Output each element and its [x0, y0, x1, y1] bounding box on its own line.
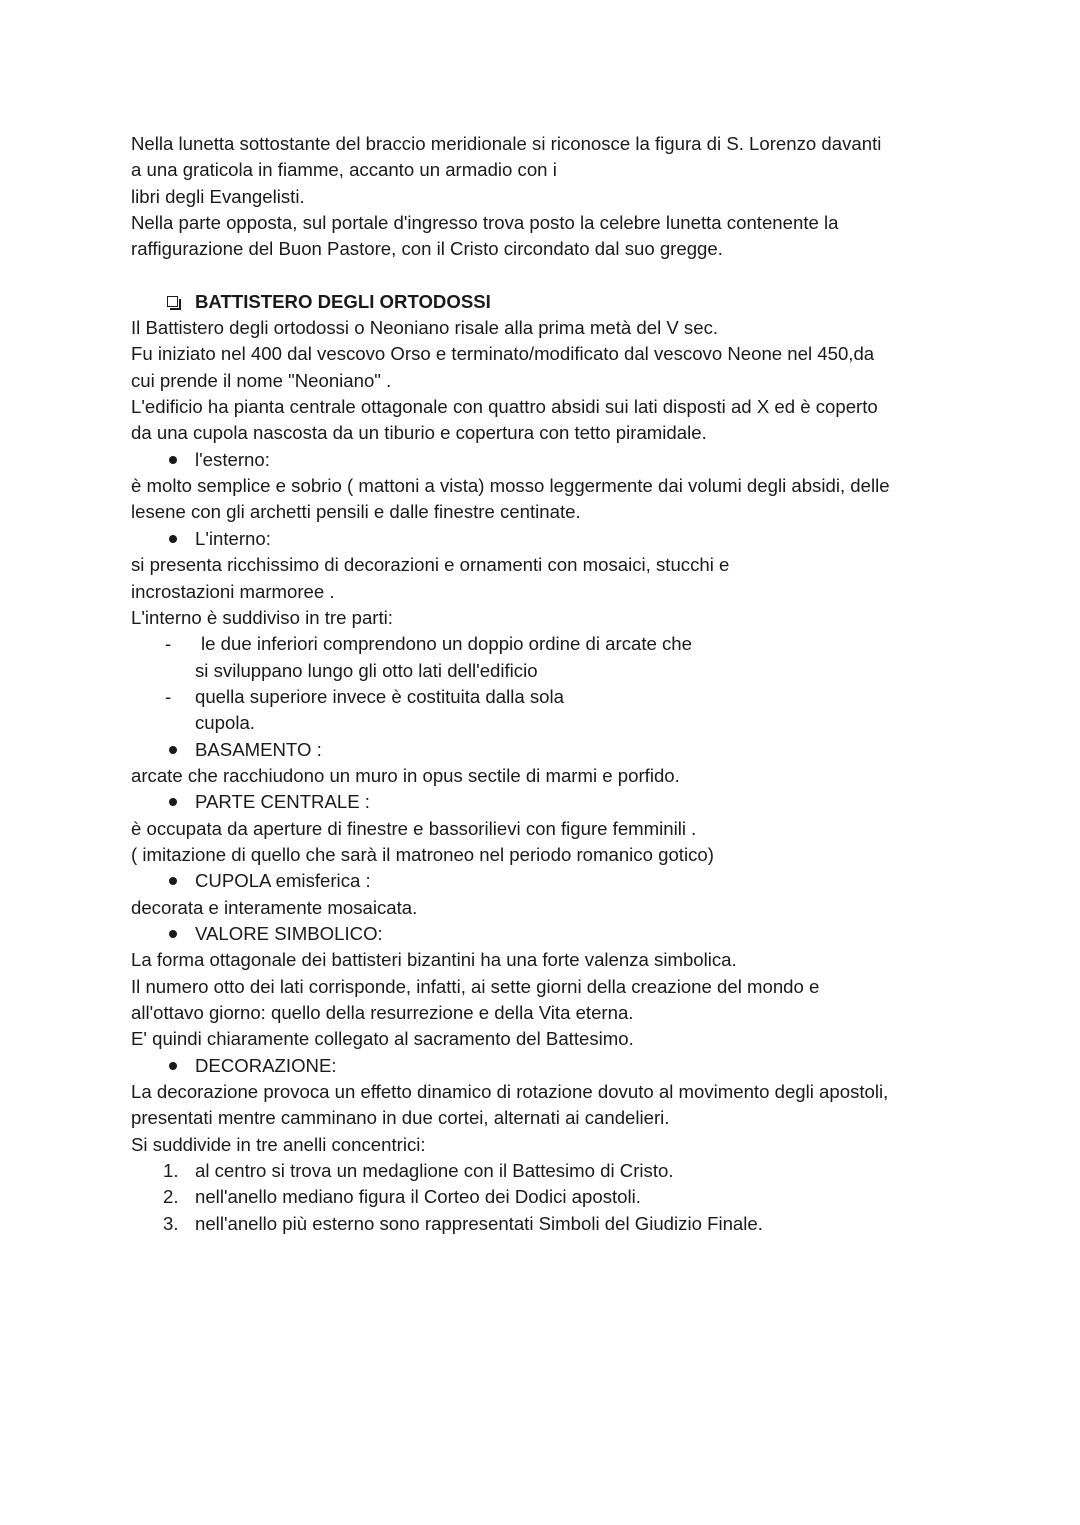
paragraph-line: cui prende il nome "Neoniano" . — [131, 369, 392, 391]
paragraph-line: Fu iniziato nel 400 dal vescovo Orso e terminato/modificato dal vescovo Neone nel 450,da — [131, 343, 875, 365]
dash-item-line: si sviluppano lungo gli otto lati dell'edificio — [195, 659, 538, 681]
number-marker: 2. — [163, 1186, 179, 1208]
paragraph-line: lesene con gli archetti pensili e dalle finestre centinate. — [131, 501, 581, 523]
paragraph-line: E' quindi chiaramente collegato al sacramento del Battesimo. — [131, 1028, 634, 1050]
bullet-label: l'esterno: — [195, 448, 270, 470]
section-heading: BATTISTERO DEGLI ORTODOSSI — [195, 290, 491, 312]
bullet-label: L'interno: — [195, 527, 271, 549]
paragraph-line: Si suddivide in tre anelli concentrici: — [131, 1133, 426, 1155]
dash-item — [131, 684, 961, 737]
intro-line: libri degli Evangelisti. — [131, 185, 305, 207]
paragraph-line: si presenta ricchissimo di decorazioni e ornamenti con mosaici, stucchi e — [131, 554, 730, 576]
paragraph-line: presentati mentre camminano in due cortei, alternati ai candelieri. — [131, 1107, 670, 1129]
paragraph-line: è occupata da aperture di finestre e bassorilievi con figure femminili . — [131, 817, 697, 839]
bullet-item-esterno — [131, 447, 961, 473]
bullet-item-valore-simbolico — [131, 921, 961, 947]
numbered-item-text: al centro si trova un medaglione con il Battesimo di Cristo. — [195, 1160, 674, 1182]
dash-item-line: le due inferiori comprendono un doppio ordine di arcate che — [201, 633, 692, 655]
checkbox-icon — [167, 296, 178, 307]
bullet-icon — [169, 798, 177, 806]
number-marker: 1. — [163, 1160, 179, 1182]
bullet-item-decorazione — [131, 1053, 961, 1079]
paragraph-line: L'interno è suddiviso in tre parti: — [131, 606, 393, 628]
dash-item — [131, 631, 961, 684]
bullet-label: DECORAZIONE: — [195, 1054, 337, 1076]
bullet-item-interno — [131, 526, 961, 552]
bullet-item-parte-centrale — [131, 789, 961, 815]
section-heading-row — [131, 289, 961, 315]
bullet-icon — [169, 930, 177, 938]
dash-marker: - — [165, 633, 172, 655]
numbered-item-text: nell'anello più esterno sono rappresentati Simboli del Giudizio Finale. — [195, 1212, 763, 1234]
numbered-item — [131, 1184, 961, 1210]
numbered-item — [131, 1158, 961, 1184]
paragraph-line: incrostazioni marmoree . — [131, 580, 335, 602]
number-marker: 3. — [163, 1212, 179, 1234]
bullet-label: CUPOLA emisferica : — [195, 870, 371, 892]
paragraph-line: decorata e interamente mosaicata. — [131, 896, 418, 918]
bullet-label: VALORE SIMBOLICO: — [195, 922, 383, 944]
bullet-label: PARTE CENTRALE : — [195, 791, 370, 813]
paragraph-line: è molto semplice e sobrio ( mattoni a vista) mosso leggermente dai volumi degli absidi, delle — [131, 475, 890, 497]
paragraph-line: La decorazione provoca un effetto dinamico di rotazione dovuto al movimento degli apostoli, — [131, 1081, 889, 1103]
document-body — [131, 131, 961, 1237]
bullet-icon — [169, 746, 177, 754]
bullet-item-basamento — [131, 737, 961, 763]
intro-line: Nella lunetta sottostante del braccio meridionale si riconosce la figura di S. Lorenzo davanti — [131, 133, 882, 154]
paragraph-line: da una cupola nascosta da un tiburio e copertura con tetto piramidale. — [131, 422, 707, 444]
bullet-icon — [169, 1062, 177, 1070]
intro-line: raffigurazione del Buon Pastore, con il Cristo circondato dal suo gregge. — [131, 238, 723, 260]
dash-marker: - — [165, 685, 172, 707]
numbered-item — [131, 1211, 961, 1237]
paragraph-line: L'edificio ha pianta centrale ottagonale con quattro absidi sui lati disposti ad X ed è coperto — [131, 396, 878, 418]
paragraph-line: ( imitazione di quello che sarà il matroneo nel periodo romanico gotico) — [131, 843, 714, 865]
paragraph-line: Il Battistero degli ortodossi o Neoniano risale alla prima metà del V sec. — [131, 317, 719, 339]
paragraph-line: Il numero otto dei lati corrisponde, infatti, ai sette giorni della creazione del mondo e — [131, 975, 820, 997]
bullet-item-cupola — [131, 868, 961, 894]
dash-item-line: quella superiore invece è costituita dalla sola — [195, 685, 564, 707]
bullet-icon — [169, 535, 177, 543]
intro-line: Nella parte opposta, sul portale d'ingresso trova posto la celebre lunetta contenente la — [131, 212, 839, 234]
bullet-icon — [169, 456, 177, 464]
intro-line: a una graticola in fiamme, accanto un armadio con i — [131, 159, 557, 181]
paragraph-line: La forma ottagonale dei battisteri bizantini ha una forte valenza simbolica. — [131, 949, 737, 971]
dash-item-line: cupola. — [195, 712, 255, 734]
bullet-icon — [169, 877, 177, 885]
paragraph-line: arcate che racchiudono un muro in opus sectile di marmi e porfido. — [131, 764, 680, 786]
numbered-item-text: nell'anello mediano figura il Corteo dei Dodici apostoli. — [195, 1186, 641, 1208]
paragraph-line: all'ottavo giorno: quello della resurrezione e della Vita eterna. — [131, 1002, 634, 1023]
bullet-label: BASAMENTO : — [195, 738, 322, 760]
